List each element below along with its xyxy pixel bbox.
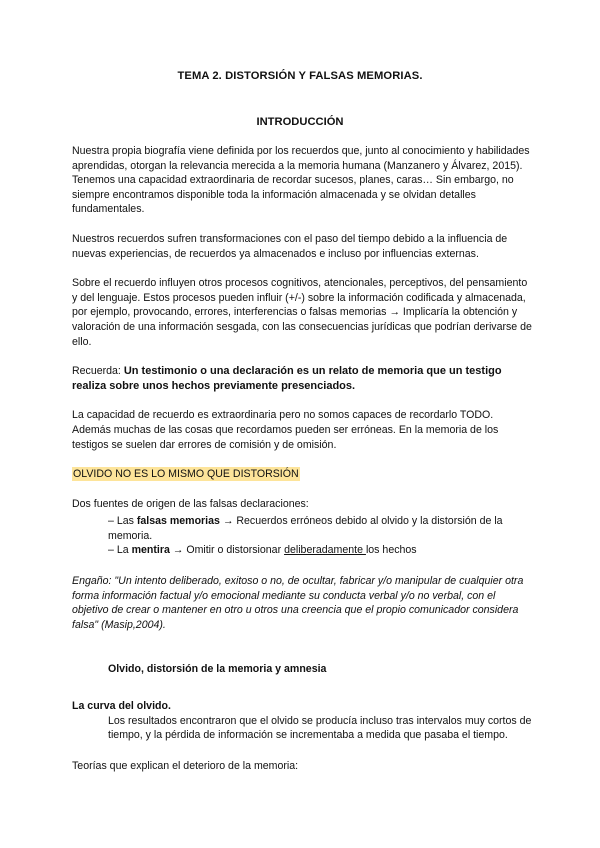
bullet-prefix: – La — [108, 544, 132, 557]
intro-heading: INTRODUCCIÓN — [256, 116, 344, 128]
list-item-false-memories — [108, 514, 534, 543]
bullet-term: mentira — [131, 544, 170, 557]
curve-title: La curva del olvido. — [72, 700, 171, 713]
underlined-word: deliberadamente — [284, 544, 366, 557]
highlighted-text: OLVIDO NO ES LO MISMO QUE DISTORSIÓN — [73, 468, 299, 481]
recuerda-definition: Un testimonio o una declaración es un relato de memoria que un testigo realiza sobre unos hechos previamente presenciados. — [72, 365, 502, 392]
recuerda-label: Recuerda: — [72, 365, 124, 378]
sources-list — [108, 514, 534, 558]
bullet-text: → Omitir o distorsionar — [169, 544, 285, 557]
paragraph-biography: Nuestra propia biografía viene definida por los recuerdos que, junto al conocimiento y habilidades aprendidas, otorgan la relevancia merecida a la memoria humana (Manzanero y Álvarez, 2015). Tenemos una capacidad extraordinaria de recordar sucesos, planes, caras… Sin embargo, no siempre encontramos disponible toda la información almacenada y se olvidan detalles fundamentales. — [72, 145, 530, 216]
paragraph-recuerda — [72, 364, 534, 393]
bullet-text: → Recuerdos erróneos debido al olvido y la distorsión de la — [219, 515, 503, 528]
document-body — [72, 144, 534, 788]
bullet-prefix: – Las — [108, 515, 137, 528]
list-item-lie — [108, 543, 534, 558]
paragraph-capacity: La capacidad de recuerdo es extraordinaria pero no somos capaces de recordarlo TODO. Además muchas de las cosas que recordamos pueden ser erróneas. En la memoria de los testigos se suelen dar errores de comisión y de omisión. — [72, 409, 499, 451]
paragraph-transformations: Nuestros recuerdos sufren transformaciones con el paso del tiempo debido a la influencia de nuevas experiencias, de recuerdos ya almacenados e incluso por influencias externas. — [72, 232, 508, 260]
bullet-text-end: los hechos — [365, 544, 417, 557]
highlight-line — [72, 467, 534, 482]
document-title: TEMA 2. DISTORSIÓN Y FALSAS MEMORIAS. — [177, 70, 423, 82]
paragraph-cognitive-processes: Sobre el recuerdo influyen otros procesos cognitivos, atencionales, perceptivos, del pensamiento y del lenguaje. Estos procesos pueden influir (+/-) sobre la información codificada y almacenada, por ejemplo, provocando, errores, interferencias o falsas memorias → Implicaría la obtención y valoración de una información sesgada, con las consecuencias jurídicas que podrían derivarse de ello. — [72, 277, 532, 348]
bullet-term: falsas memorias — [136, 515, 220, 528]
sources-intro: Dos fuentes de origen de las falsas declaraciones: — [72, 497, 309, 510]
theories-line: Teorías que explican el deterioro de la memoria: — [72, 759, 299, 772]
curve-text: Los resultados encontraron que el olvido se producía incluso tras intervalos muy cortos de tiempo, y la pérdida de información se incrementaba a medida que pasaba el tiempo. — [108, 714, 532, 742]
subsection-heading: Olvido, distorsión de la memoria y amnesia — [108, 663, 327, 676]
deception-definition: Engaño: "Un intento deliberado, exitoso o no, de ocultar, fabricar y/o manipular de cualquier otra forma información factual y/o emocional mediante su conducta verbal y/o no verbal, con el objetivo de crear o mantener en otro u otros una creencia que el propio comunicador considera falsa" (Masip,2004). — [72, 575, 524, 631]
bullet-continuation: memoria. — [108, 529, 153, 542]
